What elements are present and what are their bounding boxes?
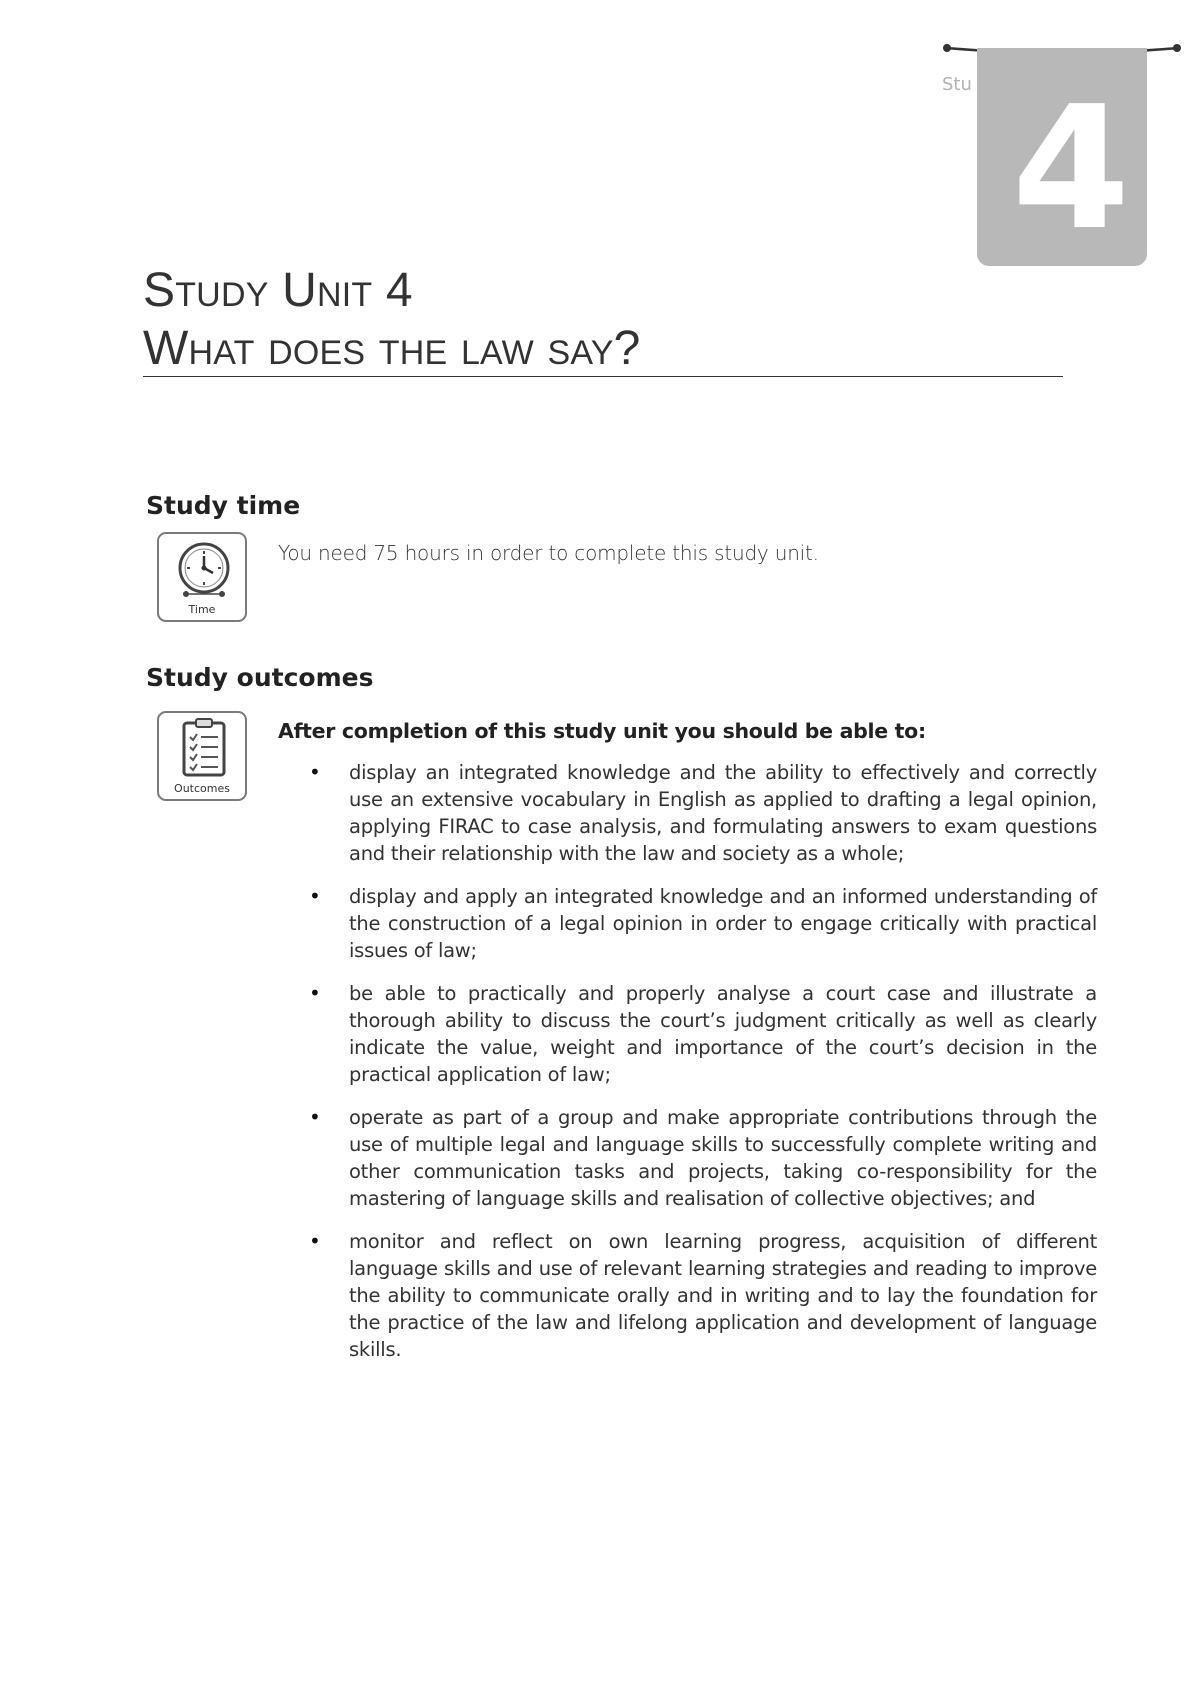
- outcomes-icon-box: [157, 711, 247, 801]
- outcome-item-3: [309, 980, 1097, 1088]
- outcomes-icon-caption: Outcomes: [174, 782, 230, 795]
- outcome-item-4: [309, 1104, 1097, 1212]
- outcome-text-4: operate as part of a group and make appropriate contributions through the use of multiple legal and language skills to successfully complete writing and other communication tasks and projects, taking co-responsibility for the mastering of language skills and realisation of collective objectives; and: [349, 1106, 1097, 1210]
- outcomes-intro: After completion of this study unit you should be able to:: [278, 719, 926, 743]
- study-time-heading: Study time: [146, 491, 301, 520]
- clock-icon: [176, 538, 232, 602]
- outcomes-list: [303, 759, 1097, 1379]
- time-icon-box: [157, 532, 247, 622]
- outcome-item-2: [309, 883, 1097, 964]
- study-outcomes-heading: Study outcomes: [146, 663, 374, 692]
- bullet-icon: •: [309, 760, 321, 784]
- title-line-1: Study Unit 4: [143, 264, 413, 317]
- outcome-item-5: [309, 1228, 1097, 1363]
- unit-number: 4: [1011, 70, 1131, 268]
- time-icon-caption: Time: [188, 603, 216, 616]
- bullet-icon: •: [309, 981, 321, 1005]
- title-line-2: What does the law say?: [143, 322, 641, 375]
- bullet-icon: •: [309, 884, 321, 908]
- unit-number-tab: [977, 48, 1147, 266]
- outcome-text-2: display and apply an integrated knowledge and an informed understanding of the construction of a legal opinion in order to engage critically with practical issues of law;: [349, 885, 1097, 962]
- study-time-text: You need 75 hours in order to complete this study unit.: [278, 541, 819, 565]
- outcome-text-5: monitor and reflect on own learning progress, acquisition of different language skills and use of relevant learning strategies and reading to improve the ability to communicate orally and in writing and to lay the foundation for the practice of the law and lifelong application and development of language skills.: [349, 1230, 1097, 1361]
- page-title: [143, 262, 1063, 378]
- title-divider: [143, 376, 1063, 377]
- bullet-icon: •: [309, 1229, 321, 1253]
- running-header-label: Stu: [942, 74, 972, 95]
- clipboard-checklist-icon: [176, 717, 232, 781]
- outcome-text-3: be able to practically and properly analyse a court case and illustrate a thorough ability to discuss the court’s judgment critically as well as clearly indicate the value, weight and importance of the court’s decision in the practical application of law;: [349, 982, 1097, 1086]
- outcome-text-1: display an integrated knowledge and the ability to effectively and correctly use an extensive vocabulary in English as applied to drafting a legal opinion, applying FIRAC to case analysis, and formulating answers to exam questions and their relationship with the law and society as a whole;: [349, 761, 1097, 865]
- outcome-item-1: [309, 759, 1097, 867]
- bullet-icon: •: [309, 1105, 321, 1129]
